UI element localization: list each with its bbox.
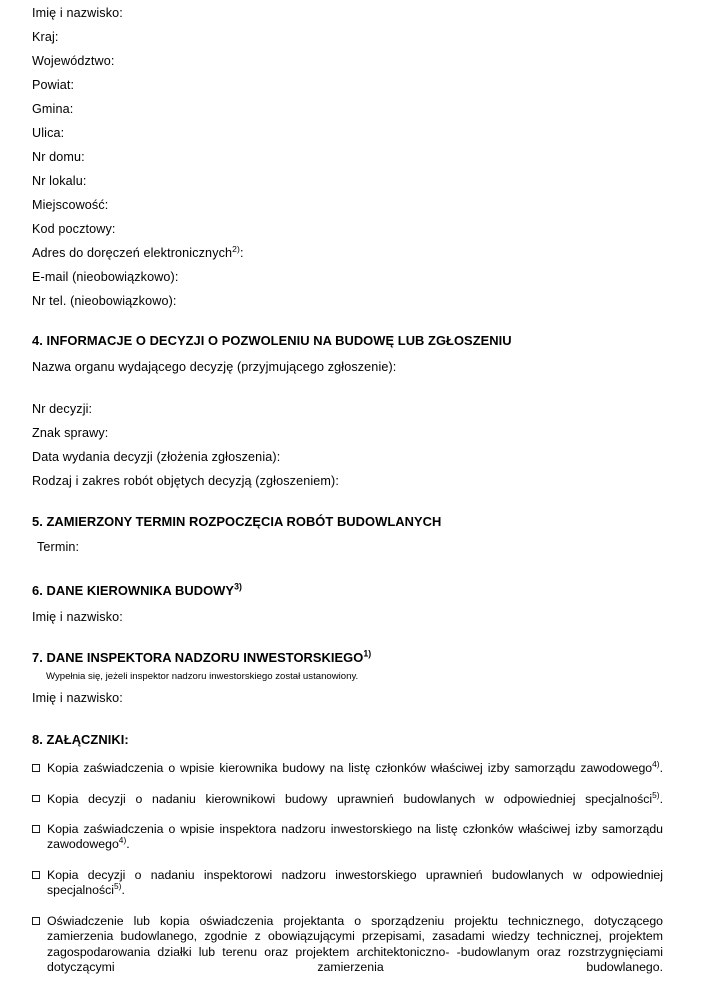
checkbox-icon[interactable] [32,917,40,925]
field-label-powiat: Powiat: [32,78,75,92]
attachment-item[interactable] [32,789,663,823]
field-label-gmina: Gmina: [32,102,74,116]
attachment-item[interactable] [32,914,663,990]
field-label-kierownik-imie-nazwisko: Imię i nazwisko: [32,610,123,624]
footnote-marker-4: 4) [652,758,660,769]
field-label-nr-decyzji: Nr decyzji: [32,402,93,416]
field-label-email: E-mail (nieobowiązkowo): [32,270,179,284]
section-heading-6: 6. DANE KIEROWNIKA BUDOWY$^{3)}$ [32,581,242,598]
field-label-miejscowosc: Miejscowość: [32,198,109,212]
field-label-wojewodztwo: Województwo: [32,54,115,68]
field-label-ulica: Ulica: [32,126,65,140]
attachment-label: Kopia zaświadczenia o wpisie inspektora nadzoru inwestorskiego na listę członków właściwej izby samorządu zawodowego$^{4)}$. [47,822,663,852]
attachment-label: Oświadczenie lub kopia oświadczenia projektanta o sporządzeniu projektu technicznego, dotyczącego zamierzenia budowlanego, zgodnie z obowiązującymi przepisami, zasadami wiedzy technicznej, projektem zagospodarowania działki lub terenu oraz projektem architektoniczno- -budowlanym oraz rozstrzygnięciami dotyczącymi zamierzenia budowlanego. [47,913,663,974]
attachments-list [32,758,663,990]
checkbox-icon[interactable] [32,825,40,833]
attachment-item[interactable] [32,758,663,792]
section-heading-4: 4. INFORMACJE O DECYZJI O POZWOLENIU NA BUDOWĘ LUB ZGŁOSZENIU [32,333,512,348]
attachment-label: Kopia decyzji o nadaniu kierownikowi budowy uprawnień budowlanych w odpowiedniej specjalności$^{5)}$. [47,789,663,806]
section-heading-5: 5. ZAMIERZONY TERMIN ROZPOCZĘCIA ROBÓT BUDOWLANYCH [32,514,442,529]
field-label-termin: Termin: [37,540,80,554]
field-label-znak-sprawy: Znak sprawy: [32,426,109,440]
checkbox-icon[interactable] [32,871,40,879]
footnote-marker-2: 2) [232,243,241,254]
field-label-adres-doreczen-elektronicznych: Adres do doręczeń elektronicznych$^{2)}$: [32,243,244,260]
field-label-nr-lokalu: Nr lokalu: [32,174,87,188]
footnote-marker-5: 5) [114,881,122,892]
field-label-inspektor-imie-nazwisko: Imię i nazwisko: [32,691,123,705]
field-label-nr-tel: Nr tel. (nieobowiązkowo): [32,294,177,308]
attachment-label: Kopia decyzji o nadaniu inspektorowi nadzoru inwestorskiego uprawnień budowlanych w odpowiedniej specjalności$^{5)}$. [47,868,663,898]
checkbox-icon[interactable] [32,764,40,772]
attachment-label: Kopia zaświadczenia o wpisie kierownika budowy na listę członków właściwej izby samorządu zawodowego$^{4)}$. [47,758,663,775]
footnote-marker-3: 3) [234,581,242,592]
attachment-item[interactable] [32,822,663,868]
field-label-nr-domu: Nr domu: [32,150,85,164]
field-label-rodzaj-zakres-robot: Rodzaj i zakres robót objętych decyzją (zgłoszeniem): [32,474,339,488]
footnote-marker-1: 1) [363,648,372,659]
footnote-marker-4: 4) [118,835,127,846]
checkbox-icon[interactable] [32,795,40,803]
field-label-kraj: Kraj: [32,30,59,44]
section-heading-8: 8. ZAŁĄCZNIKI: [32,732,129,747]
field-label-imie-nazwisko: Imię i nazwisko: [32,6,123,20]
section-heading-7: 7. DANE INSPEKTORA NADZORU INWESTORSKIEGO$^{1)}$ [32,648,372,665]
footnote-marker-5: 5) [652,789,660,800]
field-label-kod-pocztowy: Kod pocztowy: [32,222,116,236]
section-7-note: Wypełnia się, jeżeli inspektor nadzoru inwestorskiego został ustanowiony. [46,671,359,682]
field-label-nazwa-organu: Nazwa organu wydającego decyzję (przyjmującego zgłoszenie): [32,360,397,374]
attachment-item[interactable] [32,868,663,914]
field-label-data-wydania-decyzji: Data wydania decyzji (złożenia zgłoszenia): [32,450,281,464]
